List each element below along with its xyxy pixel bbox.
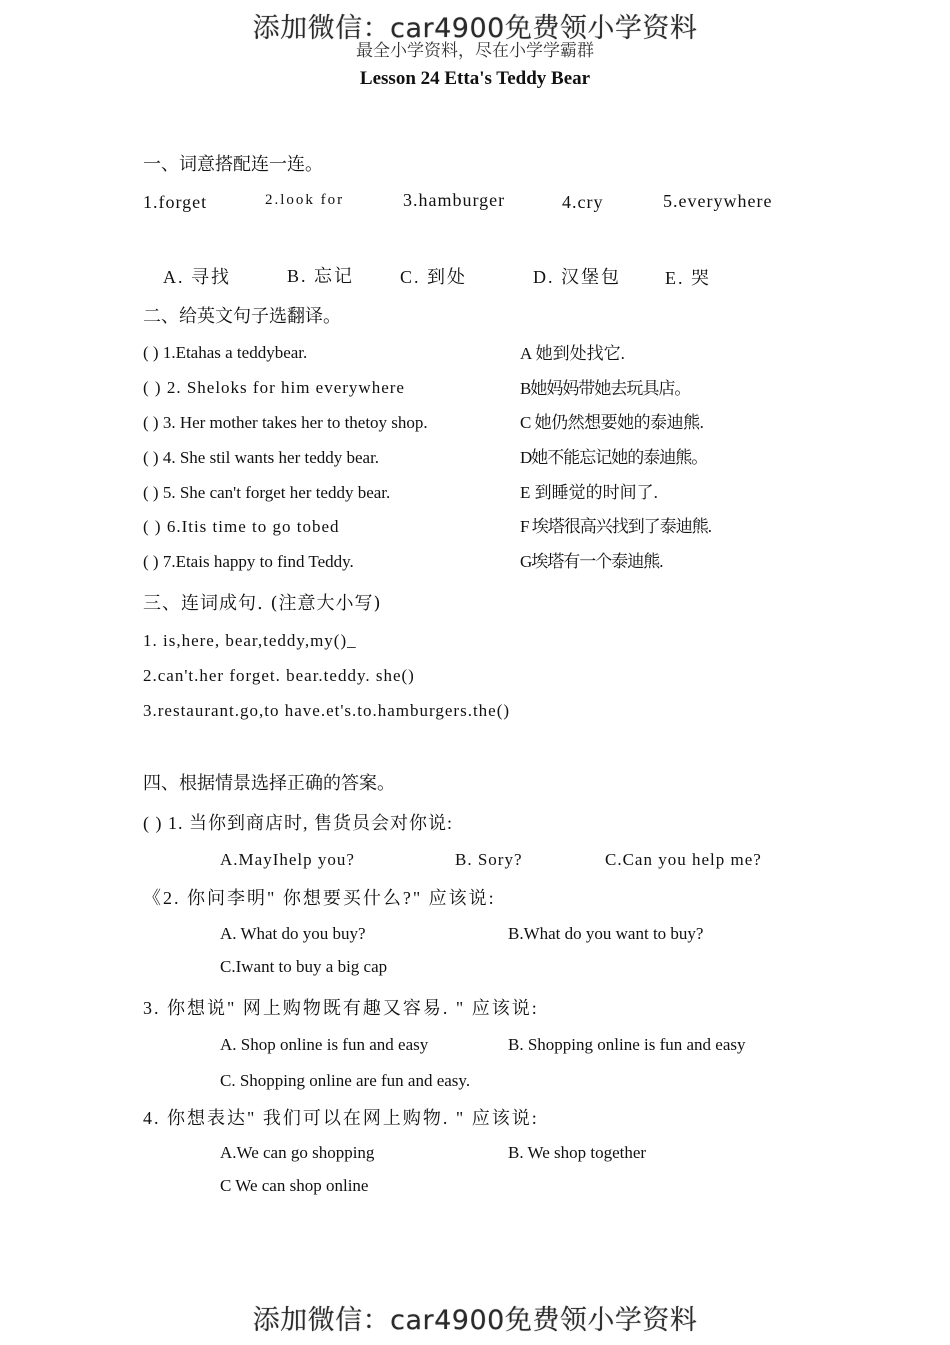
sentence-item: ( ) 1.Etahas a teddybear. (143, 343, 308, 362)
question-prompt: 4. 你想表达" 我们可以在网上购物. " 应该说: (143, 1108, 539, 1128)
sentence-item: ( ) 4. She stil wants her teddy bear. (143, 448, 380, 467)
word-item: 3.hamburger (403, 190, 506, 210)
translation-item: G埃塔有一个泰迪熊. (520, 552, 663, 571)
translation-item: E 到睡觉的时间了. (520, 483, 658, 502)
answer-option: B.What do you want to buy? (508, 924, 704, 943)
meaning-item: B. 忘记 (287, 266, 355, 286)
section4-heading: 四、根据情景选择正确的答案。 (143, 773, 395, 794)
page-title: Lesson 24 Etta's Teddy Bear (359, 68, 591, 89)
answer-option: B. Sory? (455, 850, 523, 869)
word-item: 2.look for (265, 192, 345, 208)
translation-item: C 她仍然想要她的泰迪熊. (520, 413, 704, 432)
section3-heading: 三、连词成句. (注意大小写) (143, 593, 382, 614)
answer-option: A. What do you buy? (220, 924, 366, 943)
watermark-top: 添加微信：car4900免费领小学资料 (252, 13, 698, 44)
meaning-item: C. 到处 (400, 267, 468, 287)
answer-option: A.We can go shopping (220, 1143, 375, 1162)
answer-option: C.Iwant to buy a big cap (220, 957, 388, 976)
sentence-item: ( ) 2. Sheloks for him everywhere (143, 378, 405, 397)
section1-heading: 一、词意搭配连一连。 (143, 154, 323, 175)
translation-item: F 埃塔很高兴找到了泰迪熊. (520, 517, 711, 536)
word-item: 1.forget (143, 192, 208, 212)
translation-item: A 她到处找它. (520, 344, 625, 363)
cut-subheading: 最全小学资料，尽在小学学霸群 (356, 41, 594, 60)
meaning-item: D. 汉堡包 (533, 267, 621, 287)
translation-item: B她妈妈带她去玩具店。 (520, 379, 691, 398)
sentence-item: ( ) 5. She can't forget her teddy bear. (143, 483, 391, 502)
meaning-item: E. 哭 (665, 268, 711, 288)
word-item: 4.cry (562, 192, 604, 212)
answer-option: C. Shopping online are fun and easy. (220, 1071, 471, 1090)
answer-option: B. We shop together (508, 1143, 647, 1162)
translation-item: D她不能忘记她的泰迪熊。 (520, 448, 708, 467)
question-prompt: 《2. 你问李明" 你想要买什么?" 应该说: (143, 888, 496, 908)
sentence-item: ( ) 7.Etais happy to find Teddy. (143, 552, 354, 571)
answer-option: A.MayIhelp you? (220, 850, 355, 869)
answer-option: C.Can you help me? (605, 850, 762, 869)
watermark-bottom: 添加微信：car4900免费领小学资料 (252, 1305, 698, 1336)
meaning-item: A. 寻找 (163, 267, 231, 287)
sentence-item: ( ) 3. Her mother takes her to thetoy shop. (143, 413, 428, 432)
sentence-item: ( ) 6.Itis time to go tobed (143, 517, 340, 536)
answer-option: A. Shop online is fun and easy (220, 1035, 429, 1054)
scrambled-sentence: 1. is,here, bear,teddy,my()_ (143, 631, 357, 650)
scrambled-sentence: 2.can't.her forget. bear.teddy. she() (143, 666, 415, 685)
question-prompt: ( ) 1. 当你到商店时, 售货员会对你说: (143, 813, 453, 833)
answer-option: C We can shop online (220, 1176, 369, 1195)
question-prompt: 3. 你想说" 网上购物既有趣又容易. " 应该说: (143, 998, 539, 1018)
word-item: 5.everywhere (663, 191, 773, 211)
scrambled-sentence: 3.restaurant.go,to have.et's.to.hamburgers.the() (143, 701, 511, 720)
answer-option: B. Shopping online is fun and easy (508, 1035, 746, 1054)
section2-heading: 二、给英文句子选翻译。 (143, 306, 341, 327)
